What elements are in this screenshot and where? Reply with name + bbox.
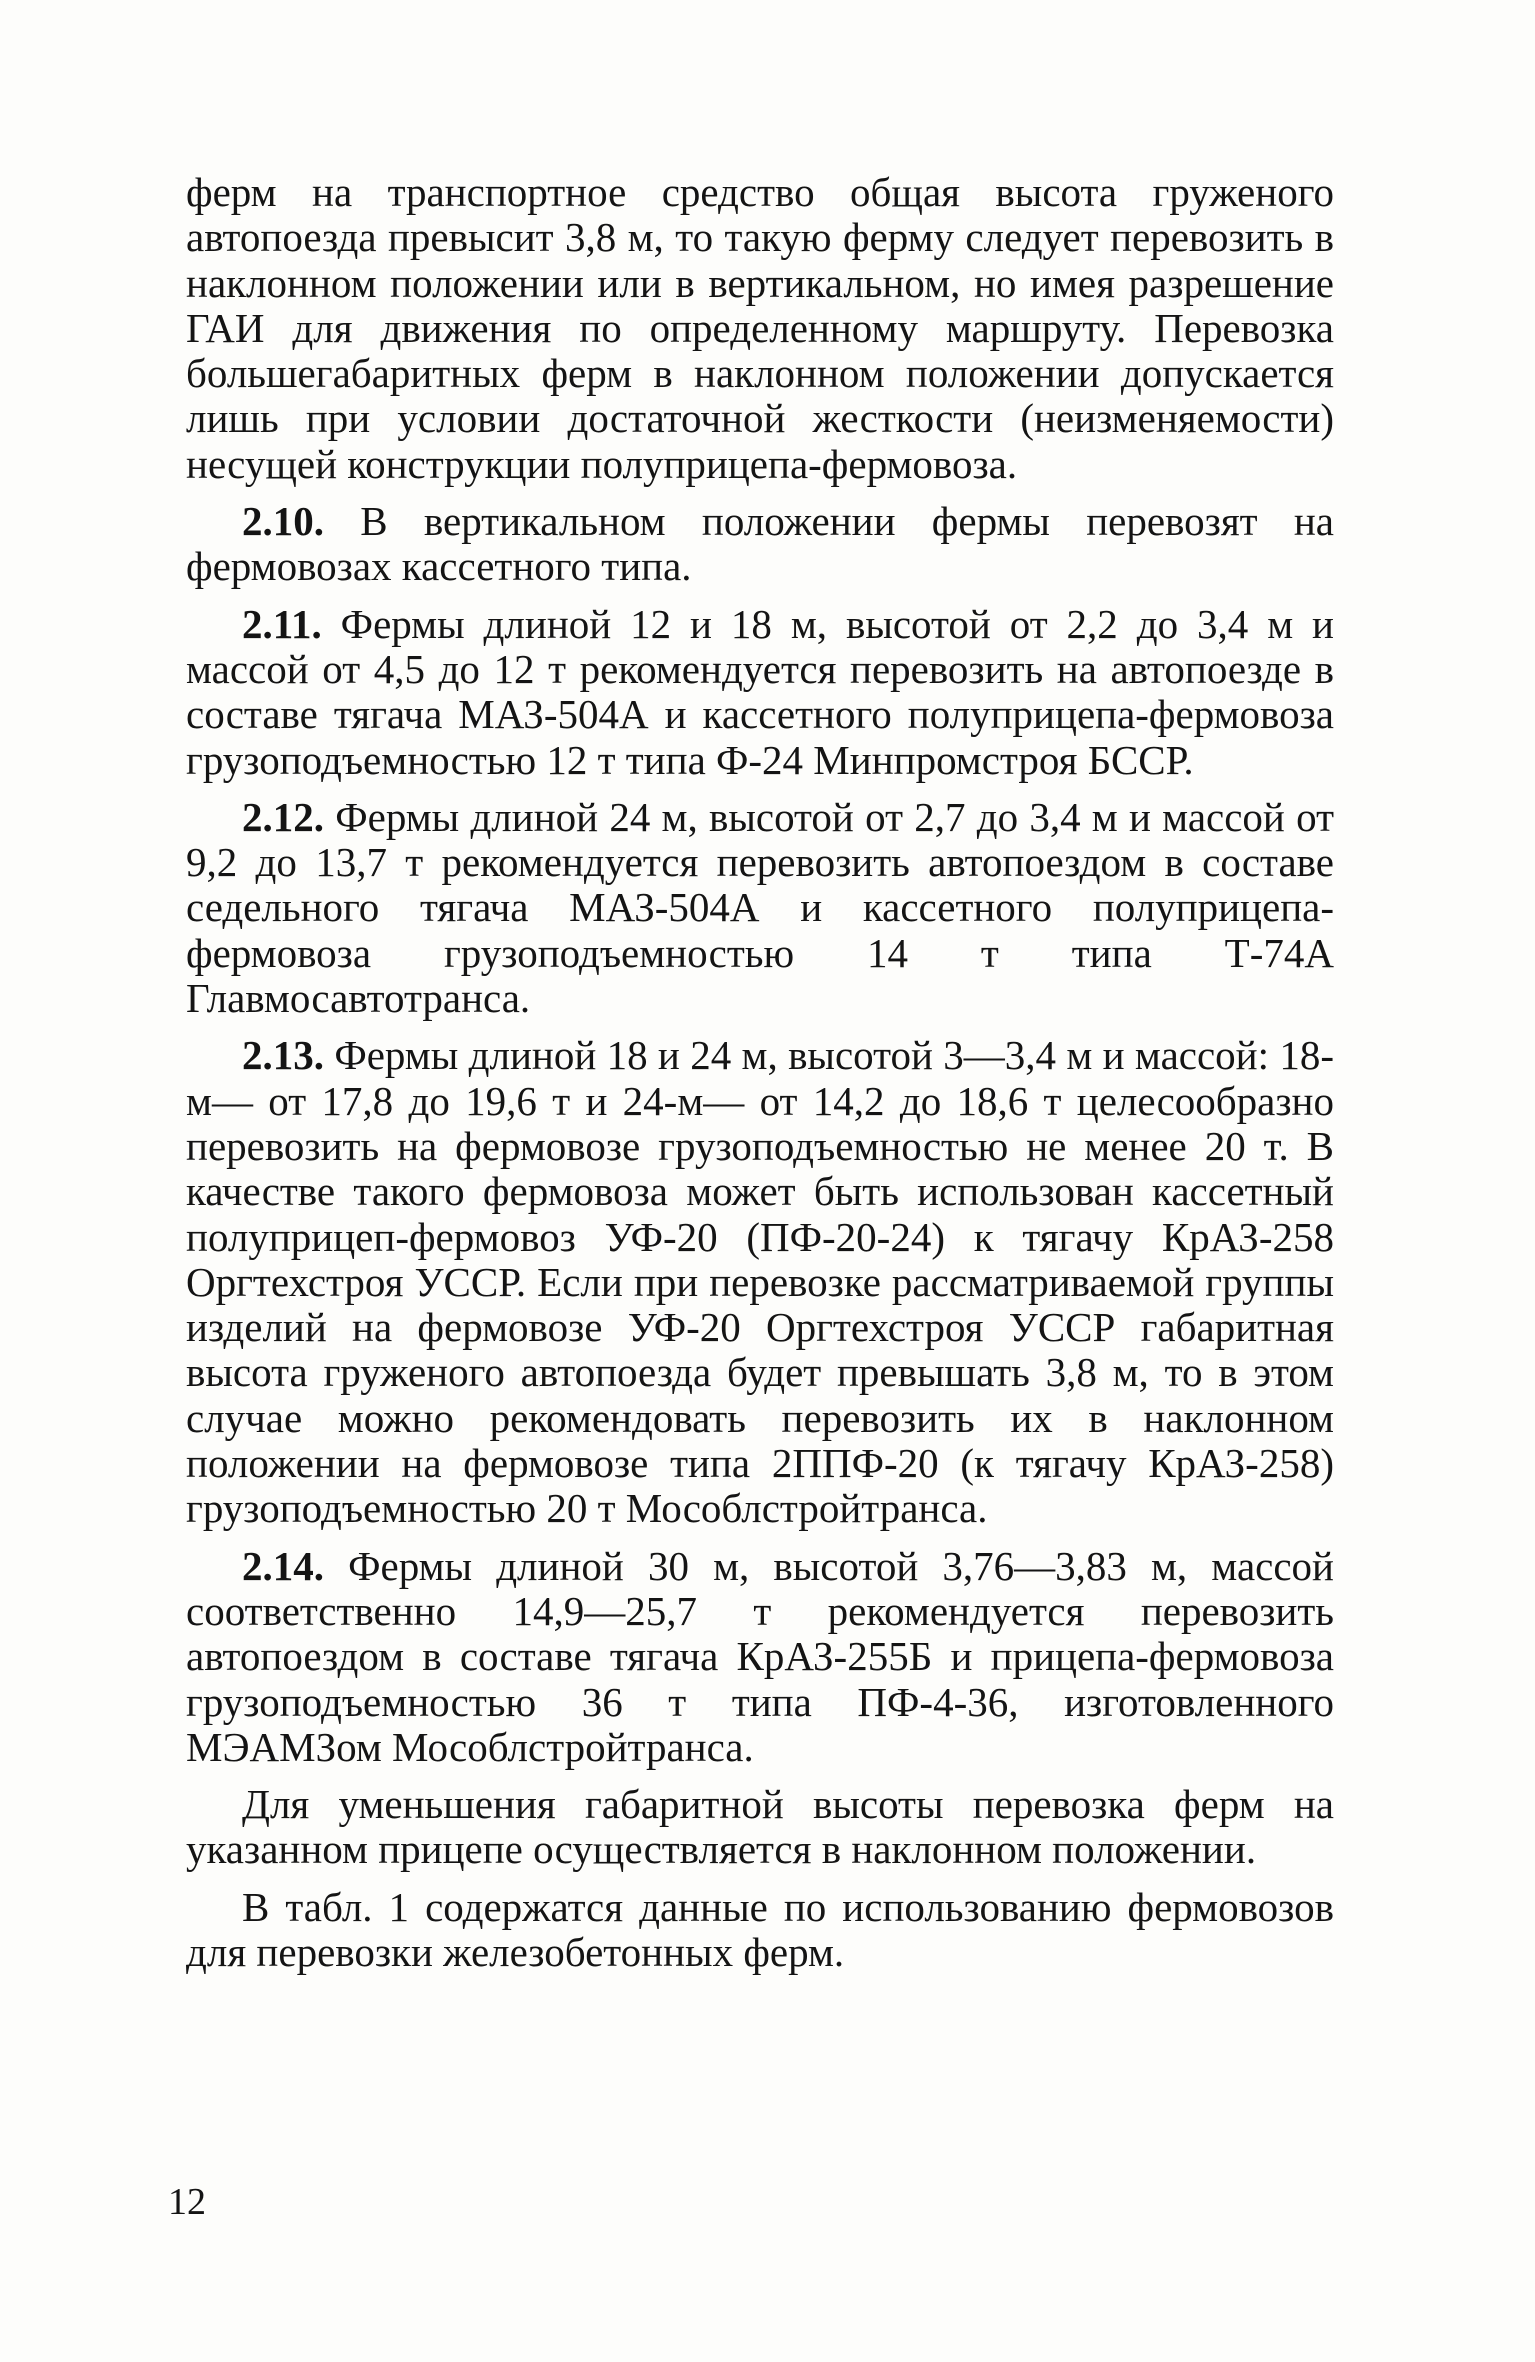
paragraph-text: В вертикальном положении фермы перевозят на фермовозах кассетного типа. [186, 498, 1334, 590]
paragraph-continuation [186, 170, 1334, 487]
paragraph-number: 2.13. [242, 1032, 324, 1079]
paragraph-text: Для уменьшения габаритной высоты перевозка ферм на указанном прицепе осуществляется в наклонном положении. [186, 1781, 1334, 1873]
paragraph-number: 2.12. [242, 793, 324, 840]
paragraph-2-10 [186, 499, 1334, 590]
paragraph-text: Фермы длиной 24 м, высотой от 2,7 до 3,4 м и массой от 9,2 до 13,7 т рекомендуется перевозить автопоездом в составе седельного тягача МАЗ-504А и кассетного полуприцепа-фермовоза грузоподъемностью 14 т типа Т-74А Главмосавтотранса. [186, 793, 1334, 1022]
paragraph-number: 2.10. [242, 498, 324, 545]
paragraph-text: ферм на транспортное средство общая высота груженого автопоезда превысит 3,8 м, то такую ферму следует перевозить в наклонном положении или в вертикальном, но имея разрешение ГАИ для движения по определенному маршруту. Перевозка большегабаритных ферм в наклонном положении допускается лишь при условии достаточной жесткости (неизменяемости) несущей конструкции полуприцепа-фермовоза. [186, 169, 1334, 487]
paragraph-2-14 [186, 1544, 1334, 1770]
paragraph-text: Фермы длиной 30 м, высотой 3,76—3,83 м, массой соответственно 14,9—25,7 т рекомендуется перевозить автопоездом в составе тягача КрАЗ-255Б и прицепа-фермовоза грузоподъемностью 36 т типа ПФ-4-36, изготовленного МЭАМЗом Мособлстройтранса. [186, 1542, 1334, 1770]
paragraph-number: 2.11. [242, 600, 322, 647]
paragraph-text: Фермы длиной 12 и 18 м, высотой от 2,2 до 3,4 м и массой от 4,5 до 12 т рекомендуется перевозить на автопоезде в составе тягача МАЗ-504А и кассетного полуприцепа-фермовоза грузоподъемностью 12 т типа Ф-24 Минпромстроя БССР. [186, 600, 1334, 783]
paragraph-text: Фермы длиной 18 и 24 м, высотой 3—3,4 м и массой: 18-м— от 17,8 до 19,6 т и 24-м— от 14,2 до 18,6 т целесообразно перевозить на фермовозе грузоподъемностью не менее 20 т. В качестве такого фермовоза может быть использован кассетный полуприцеп-фермовоз УФ-20 (ПФ-20-24) к тягачу КрАЗ-258 Оргтехстроя УССР. Если при перевозке рассматриваемой группы изделий на фермовозе УФ-20 Оргтехстроя УССР габаритная высота груженого автопоезда будет превышать 3,8 м, то в этом случае можно рекомендовать перевозить их в наклонном положении на фермовозе типа 2ППФ-20 (к тягачу КрАЗ-258) грузоподъемностью 20 т Мособлстройтранса. [186, 1032, 1334, 1532]
body-text [186, 170, 1334, 1975]
paragraph-2-12 [186, 795, 1334, 1021]
paragraph-height-reduction [186, 1782, 1334, 1873]
paragraph-number: 2.14. [242, 1542, 324, 1589]
paragraph-2-13 [186, 1033, 1334, 1531]
page-number: 12 [168, 2181, 206, 2223]
paragraph-table-reference [186, 1885, 1334, 1976]
paragraph-text: В табл. 1 содержатся данные по использованию фермовозов для перевозки железобетонных ферм. [186, 1883, 1334, 1975]
paragraph-2-11 [186, 602, 1334, 783]
